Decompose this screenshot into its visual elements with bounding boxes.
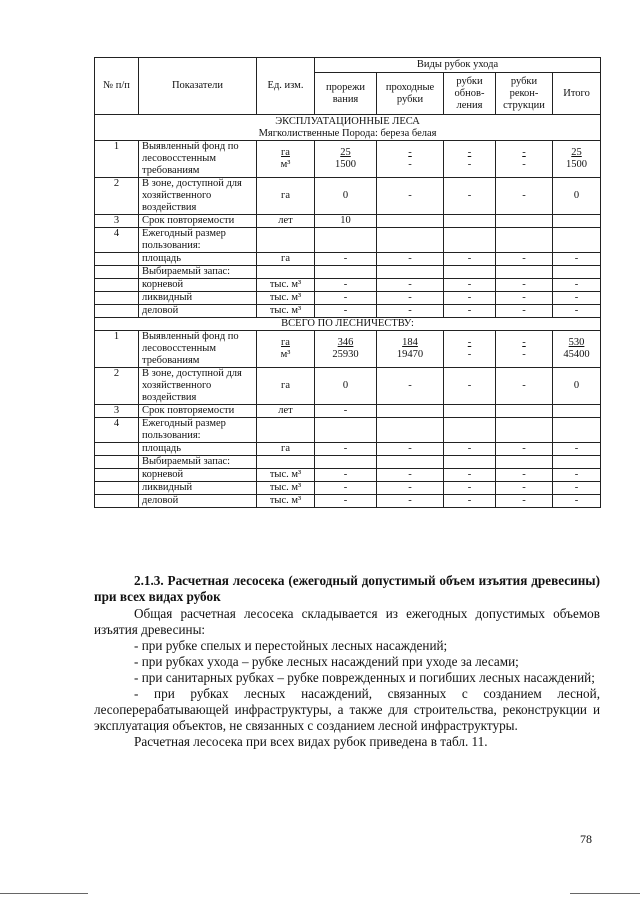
table-row (95, 482, 601, 495)
table-row (95, 141, 601, 178)
row-label: Срок повторяемости (139, 215, 257, 228)
paragraph: - при рубке спелых и перестойных лесных насаждений; (134, 638, 448, 653)
value-cell: - (553, 292, 601, 305)
value-cell (496, 418, 553, 443)
value-cell: - (315, 482, 377, 495)
table-row (95, 495, 601, 508)
value-cell (496, 266, 553, 279)
value-bottom: 25930 (332, 349, 359, 360)
value-cell: - (496, 292, 553, 305)
row-unit: тыс. м³ (257, 292, 315, 305)
row-number: 1 (95, 331, 139, 368)
value-cell (377, 456, 444, 469)
row-number: 4 (95, 228, 139, 253)
row-number: 2 (95, 178, 139, 215)
row-label: площадь (139, 443, 257, 456)
value-cell: - (553, 279, 601, 292)
value-cell: - (553, 253, 601, 266)
value-cell (315, 141, 377, 178)
section-title-row (95, 318, 601, 331)
section-subtitle: Мягколиственные Порода: береза белая (258, 127, 437, 139)
value-bottom: - (408, 159, 412, 170)
value-cell: - (496, 253, 553, 266)
value-top: 25 (340, 147, 351, 158)
value-cell (444, 405, 496, 418)
table-row (95, 305, 601, 318)
row-label: корневой (139, 279, 257, 292)
value-cell: - (496, 469, 553, 482)
section-heading: 2.1.3. Расчетная лесосека (ежегодный допустимый объем изъятия древесины) при всех видах рубок (94, 573, 600, 604)
value-cell: - (444, 368, 496, 405)
unit-bottom: м³ (280, 349, 291, 360)
unit-top: га (281, 337, 290, 348)
value-cell: - (553, 443, 601, 456)
value-cell: - (553, 482, 601, 495)
value-cell (444, 266, 496, 279)
row-label: площадь (139, 253, 257, 266)
table-row (95, 228, 601, 253)
row-number (95, 253, 139, 266)
value-cell: - (315, 279, 377, 292)
value-cell: - (496, 495, 553, 508)
col-header-1: проходные рубки (377, 73, 444, 115)
value-top: - (522, 147, 526, 158)
footer-rule-right (570, 893, 640, 894)
value-cell (496, 141, 553, 178)
body-text (94, 606, 600, 750)
table-row (95, 253, 601, 266)
table-row (95, 418, 601, 443)
value-cell (496, 228, 553, 253)
value-cell (377, 405, 444, 418)
row-number: 3 (95, 215, 139, 228)
value-top: - (408, 147, 412, 158)
row-label: Выявленный фонд по лесовосстенным требованиям (139, 141, 257, 178)
value-cell: - (444, 178, 496, 215)
col-header-4: Итого (553, 73, 601, 115)
row-label: корневой (139, 469, 257, 482)
value-cell (553, 215, 601, 228)
value-cell (377, 141, 444, 178)
value-cell (553, 331, 601, 368)
table-row (95, 443, 601, 456)
value-cell: - (496, 178, 553, 215)
value-top: - (467, 147, 472, 158)
table-row (95, 456, 601, 469)
col-num-header: № п/п (95, 58, 139, 115)
value-cell: - (315, 443, 377, 456)
value-top: 25 (571, 147, 582, 158)
value-cell: - (377, 178, 444, 215)
value-cell: - (377, 305, 444, 318)
value-cell (444, 331, 496, 368)
unit-bottom: м³ (280, 159, 291, 170)
row-number: 1 (95, 141, 139, 178)
value-bottom: - (522, 349, 526, 360)
row-unit: тыс. м³ (257, 482, 315, 495)
value-cell (553, 228, 601, 253)
value-cell: - (315, 495, 377, 508)
value-cell: - (444, 253, 496, 266)
value-cell (553, 418, 601, 443)
value-cell (553, 405, 601, 418)
value-cell: - (496, 279, 553, 292)
table-row (95, 331, 601, 368)
table-row (95, 266, 601, 279)
col-header-2: рубки обнов- ления (444, 73, 496, 115)
value-cell: - (444, 292, 496, 305)
value-cell: 0 (553, 368, 601, 405)
col-header-0: прорежи вания (315, 73, 377, 115)
value-bottom: - (467, 159, 472, 170)
value-cell: 0 (315, 368, 377, 405)
value-cell: - (444, 305, 496, 318)
footer-rule-left (0, 893, 88, 894)
row-unit (257, 418, 315, 443)
row-unit: га (257, 368, 315, 405)
value-cell (444, 228, 496, 253)
value-cell: - (553, 469, 601, 482)
value-cell: - (444, 279, 496, 292)
row-label: деловой (139, 305, 257, 318)
table-body (95, 115, 601, 508)
value-cell (553, 141, 601, 178)
row-unit: лет (257, 405, 315, 418)
value-top: 184 (402, 337, 418, 348)
table-row (95, 405, 601, 418)
row-label: деловой (139, 495, 257, 508)
row-unit: тыс. м³ (257, 305, 315, 318)
value-cell: - (553, 495, 601, 508)
col-indicator-header: Показатели (139, 58, 257, 115)
value-cell: 10 (315, 215, 377, 228)
section-title-row (95, 115, 601, 141)
row-label: ликвидный (139, 482, 257, 495)
value-top: - (467, 337, 472, 348)
unit-top: га (281, 147, 290, 158)
row-unit (257, 266, 315, 279)
row-unit: га (257, 178, 315, 215)
value-cell (377, 418, 444, 443)
value-cell: - (444, 469, 496, 482)
row-number (95, 279, 139, 292)
table-row (95, 178, 601, 215)
row-unit (257, 228, 315, 253)
row-number (95, 456, 139, 469)
table-row (95, 292, 601, 305)
value-cell: - (315, 305, 377, 318)
value-cell: 0 (553, 178, 601, 215)
value-cell (553, 456, 601, 469)
value-cell: - (444, 495, 496, 508)
value-top: - (522, 337, 526, 348)
value-cell (377, 266, 444, 279)
section-title: ЭКСПЛУАТАЦИОННЫЕ ЛЕСА (275, 115, 420, 127)
value-cell (377, 228, 444, 253)
row-unit: га (257, 443, 315, 456)
value-cell (444, 141, 496, 178)
value-cell (315, 456, 377, 469)
col-header-3: рубки рекон- струкции (496, 73, 553, 115)
value-cell: - (315, 253, 377, 266)
value-cell (315, 331, 377, 368)
value-bottom: 19470 (396, 349, 424, 360)
value-cell (496, 456, 553, 469)
data-table (94, 57, 601, 508)
value-cell: - (377, 495, 444, 508)
table-row (95, 215, 601, 228)
row-label: В зоне, доступной для хозяйственного воздействия (139, 368, 257, 405)
value-cell: 0 (315, 178, 377, 215)
value-cell: - (553, 305, 601, 318)
row-number (95, 482, 139, 495)
value-bottom: - (467, 349, 472, 360)
row-number: 4 (95, 418, 139, 443)
paragraph: - при санитарных рубках – рубке поврежденных и погибших лесных насаждений; (134, 670, 595, 685)
value-cell: - (377, 469, 444, 482)
value-cell: - (444, 482, 496, 495)
value-cell (315, 266, 377, 279)
row-number: 3 (95, 405, 139, 418)
row-unit: лет (257, 215, 315, 228)
paragraph: Расчетная лесосека при всех видах рубок приведена в табл. 11. (134, 734, 488, 749)
value-cell: - (377, 368, 444, 405)
row-number (95, 469, 139, 482)
col-unit-header: Ед. изм. (257, 58, 315, 115)
page-number: 78 (580, 832, 592, 846)
row-label: Выбираемый запас: (139, 266, 257, 279)
value-cell: - (315, 292, 377, 305)
value-cell: - (377, 292, 444, 305)
col-group-header: Виды рубок ухода (315, 58, 601, 73)
value-cell (444, 456, 496, 469)
value-cell: - (377, 482, 444, 495)
value-bottom: 45400 (563, 349, 590, 360)
value-cell: - (377, 253, 444, 266)
row-number (95, 266, 139, 279)
value-cell: - (315, 405, 377, 418)
value-cell: - (444, 443, 496, 456)
row-number (95, 292, 139, 305)
value-cell: - (377, 279, 444, 292)
row-label: ликвидный (139, 292, 257, 305)
row-unit: тыс. м³ (257, 469, 315, 482)
row-number: 2 (95, 368, 139, 405)
value-cell: - (496, 368, 553, 405)
value-cell (315, 228, 377, 253)
value-cell (444, 418, 496, 443)
row-unit (257, 331, 315, 368)
value-cell (377, 215, 444, 228)
row-unit: га (257, 253, 315, 266)
row-unit (257, 456, 315, 469)
value-top: 530 (568, 337, 585, 348)
value-cell (315, 418, 377, 443)
paragraph: - при рубках лесных насаждений, связанных с созданием лесной, лесоперерабатывающей инфраструктуры, а также для строительства, реконструкции и эксплуатация объектов, не связанных с созданием лесной инфраструктуры. (94, 686, 600, 733)
row-label: Ежегодный размер пользования: (139, 418, 257, 443)
paragraph: Общая расчетная лесосека складывается из ежегодных допустимых объемов изъятия древесины: (94, 606, 600, 637)
value-cell (496, 405, 553, 418)
section-title: ВСЕГО ПО ЛЕСНИЧЕСТВУ: (281, 318, 414, 329)
value-bottom: 1500 (335, 159, 356, 170)
value-bottom: 1500 (566, 159, 588, 170)
value-cell: - (377, 443, 444, 456)
row-unit (257, 141, 315, 178)
value-cell: - (496, 482, 553, 495)
table-row (95, 469, 601, 482)
value-cell (496, 215, 553, 228)
table-row (95, 279, 601, 292)
row-number (95, 305, 139, 318)
row-label: Выбираемый запас: (139, 456, 257, 469)
value-cell (496, 331, 553, 368)
row-number (95, 495, 139, 508)
row-label: Выявленный фонд по лесовосстенным требованиям (139, 331, 257, 368)
row-unit: тыс. м³ (257, 495, 315, 508)
value-cell: - (496, 305, 553, 318)
row-unit: тыс. м³ (257, 279, 315, 292)
paragraph: - при рубках ухода – рубке лесных насаждений при уходе за лесами; (134, 654, 519, 669)
value-bottom: - (522, 159, 526, 170)
value-cell (553, 266, 601, 279)
value-cell: - (496, 443, 553, 456)
table-head (95, 58, 601, 115)
row-number (95, 443, 139, 456)
row-label: Срок повторяемости (139, 405, 257, 418)
value-top: 346 (337, 337, 354, 348)
value-cell (377, 331, 444, 368)
row-label: В зоне, доступной для хозяйственного воздействия (139, 178, 257, 215)
table-row (95, 368, 601, 405)
value-cell: - (315, 469, 377, 482)
value-cell (444, 215, 496, 228)
row-label: Ежегодный размер пользования: (139, 228, 257, 253)
